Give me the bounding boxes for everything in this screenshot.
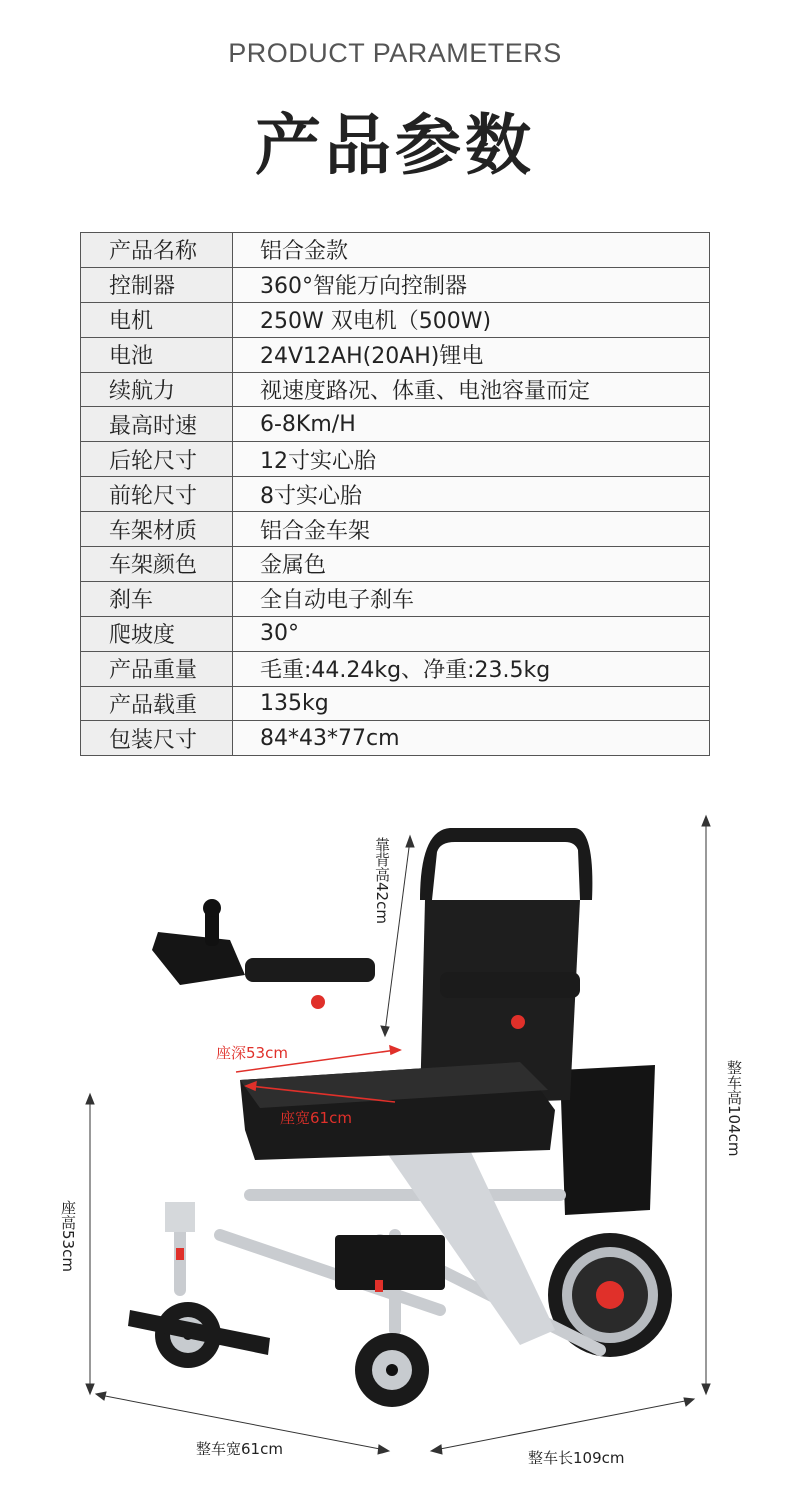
param-value: 12寸实心胎 xyxy=(233,442,710,477)
param-key: 产品名称 xyxy=(81,233,233,268)
param-value: 视速度路况、体重、电池容量而定 xyxy=(233,372,710,407)
param-key: 包装尺寸 xyxy=(81,721,233,756)
param-row xyxy=(81,302,710,337)
total-length-label: 整车长109cm xyxy=(528,1449,625,1467)
param-key: 产品载重 xyxy=(81,686,233,721)
param-key: 续航力 xyxy=(81,372,233,407)
param-key: 车架材质 xyxy=(81,512,233,547)
battery xyxy=(335,1235,445,1290)
param-row xyxy=(81,651,710,686)
total-height-label: 整车高104cm xyxy=(725,1060,743,1157)
param-row xyxy=(81,337,710,372)
param-row xyxy=(81,512,710,547)
param-value: 全自动电子刹车 xyxy=(233,581,710,616)
param-value: 84*43*77cm xyxy=(233,721,710,756)
param-key: 产品重量 xyxy=(81,651,233,686)
param-key: 最高时速 xyxy=(81,407,233,442)
param-key: 电机 xyxy=(81,302,233,337)
param-key: 爬坡度 xyxy=(81,616,233,651)
param-value: 30° xyxy=(233,616,710,651)
param-value: 铝合金款 xyxy=(233,233,710,268)
param-row xyxy=(81,686,710,721)
param-row xyxy=(81,616,710,651)
wheelchair-illustration xyxy=(0,790,790,1498)
param-row xyxy=(81,407,710,442)
page-title: 产品参数 xyxy=(255,107,535,184)
param-value: 毛重:44.24kg、净重:23.5kg xyxy=(233,651,710,686)
total-width-label: 整车宽61cm xyxy=(196,1440,283,1458)
param-key: 车架颜色 xyxy=(81,547,233,582)
param-row xyxy=(81,547,710,582)
page-subtitle: PRODUCT PARAMETERS xyxy=(228,38,562,68)
param-key: 控制器 xyxy=(81,267,233,302)
seat-width-label: 座宽61cm xyxy=(280,1109,352,1127)
param-value: 金属色 xyxy=(233,547,710,582)
param-value: 24V12AH(20AH)锂电 xyxy=(233,337,710,372)
push-handle xyxy=(420,828,592,900)
param-row xyxy=(81,721,710,756)
param-row xyxy=(81,372,710,407)
param-row xyxy=(81,442,710,477)
front-wheel-right xyxy=(355,1333,429,1407)
param-value: 360°智能万向控制器 xyxy=(233,267,710,302)
seat-height-label: 座高53cm xyxy=(59,1200,77,1272)
params-table xyxy=(80,232,710,756)
param-key: 刹车 xyxy=(81,581,233,616)
caster-fork xyxy=(165,1202,195,1232)
storage-bag xyxy=(560,1065,655,1215)
seat-depth-label: 座深53cm xyxy=(216,1044,288,1062)
param-row xyxy=(81,233,710,268)
param-value: 135kg xyxy=(233,686,710,721)
left-armrest xyxy=(245,958,375,982)
param-row xyxy=(81,267,710,302)
param-value: 铝合金车架 xyxy=(233,512,710,547)
param-key: 后轮尺寸 xyxy=(81,442,233,477)
joystick-controller xyxy=(152,899,245,985)
right-armrest xyxy=(440,972,580,998)
param-value: 8寸实心胎 xyxy=(233,477,710,512)
param-row xyxy=(81,477,710,512)
param-value: 6-8Km/H xyxy=(233,407,710,442)
param-value: 250W 双电机（500W) xyxy=(233,302,710,337)
backrest-height-label: 靠背高42cm xyxy=(373,837,391,924)
param-key: 前轮尺寸 xyxy=(81,477,233,512)
param-row xyxy=(81,581,710,616)
param-key: 电池 xyxy=(81,337,233,372)
